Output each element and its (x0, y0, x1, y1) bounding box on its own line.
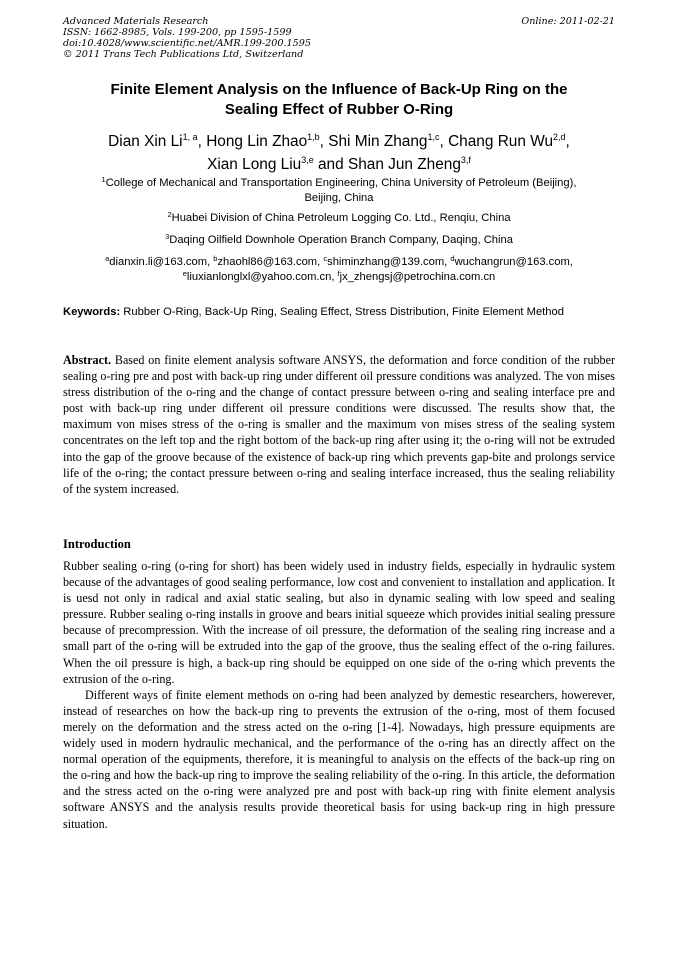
keywords-label: Keywords: (63, 306, 121, 318)
author-name: Shan Jun Zheng (347, 156, 461, 173)
affiliation-1 (63, 176, 615, 205)
email-address[interactable]: dianxin.li@163.com, (109, 256, 214, 268)
title-line-2: Sealing Effect of Rubber O-Ring (224, 101, 454, 118)
email-list (63, 255, 615, 284)
affiliation-2 (63, 211, 615, 226)
email-sup: d (450, 254, 455, 263)
author-sep: , (565, 133, 570, 150)
author-sep: , (439, 133, 449, 150)
affiliation-text: College of Mechanical and Transportation Engineering, China University of Petroleum (Beijing), (105, 177, 577, 189)
email-sup: a (105, 254, 110, 263)
email-sup: e (182, 268, 187, 278)
paper-title (63, 80, 615, 120)
email-address[interactable]: wuchangrun@163.com, (454, 256, 573, 268)
affiliation-3 (63, 233, 615, 248)
affiliation-sup: 1 (101, 175, 106, 184)
issn-line: ISSN: 1662-8985, Vols. 199-200, pp 1595-1599 (63, 27, 292, 38)
email-address[interactable]: liuxianlonglxl@yahoo.com.cn, (186, 270, 338, 283)
email-sup: f (337, 268, 340, 278)
affiliation-sup: 3 (165, 232, 170, 241)
email-address[interactable]: zhaohl86@163.com, (217, 256, 324, 268)
author-sep: and (313, 156, 348, 173)
title-line-1: Finite Element Analysis on the Influence of Back-Up Ring on the (110, 81, 568, 98)
author-name: Dian Xin Li (108, 133, 183, 150)
affiliation-sup: 2 (167, 210, 172, 219)
email-address[interactable]: shiminzhang@139.com, (327, 256, 451, 268)
email-sup: b (213, 254, 218, 263)
doi-line: doi:10.4028/www.scientific.net/AMR.199-200.1595 (63, 38, 311, 49)
email-sup: c (323, 254, 328, 263)
section-heading-introduction: Introduction (63, 537, 131, 551)
email-address[interactable]: jx_zhengsj@petrochina.com.cn (339, 270, 496, 283)
author-name: Shi Min Zhang (328, 133, 428, 150)
author-sup: 3,f (460, 155, 471, 165)
author-sep: , (197, 133, 207, 150)
affiliation-text: Huabei Division of China Petroleum Logging Co. Ltd., Renqiu, China (171, 212, 511, 224)
keywords (63, 305, 615, 320)
author-sup: 1,c (427, 132, 440, 142)
author-list (63, 130, 615, 176)
online-date: Online: 2011-02-21 (521, 16, 615, 27)
author-name: Hong Lin Zhao (206, 133, 308, 150)
journal-name: Advanced Materials Research (63, 16, 209, 27)
affiliation-text-line2: Beijing, China (304, 191, 374, 204)
abstract-text: Based on finite element analysis software ANSYS, the deformation and force condition of the rubber sealing o-ring pre and post with back-up ring under different oil pressure conditions was analyzed. The von mises stress distribution of the o-ring and the change of contact pressure between o-ring and sealing interface pre and post with back-up ring under different oil pressure conditions were discussed. The results show that, the maximum von mises stress of the o-ring is smaller and the maximum von mises stress of the sealing system concentrates on the left top and the right bottom of the back-up ring after using it; the o-ring will not be extruded into the gap of the groove because of the existence of back-up ring which prevents gap-bite and prolongs service life of the o-ring; the contact pressure between o-ring and sealing interface increased, thus the sealing reliability of the system increased. (63, 353, 615, 496)
author-name: Chang Run Wu (448, 133, 554, 150)
author-sup: 1,b (307, 132, 320, 142)
abstract-label: Abstract. (63, 353, 112, 367)
copyright-line: © 2011 Trans Tech Publications Ltd, Switzerland (63, 49, 304, 60)
introduction-paragraph-2: Different ways of finite element methods on o-ring had been analyzed by demestic researchers, howerever, instead of researches on how the back-up ring to prevents the extrusion of the o-ring, most of them focused merely on the deformation and the stress acted on the o-ring [1-4]. Nowadays, high pressure equipments are widely used in modern hydraulic mechanical, and the performance of the o-ring has an directly affect on the normal operation of the equipments, therefore, it is meaningful to analysis on the effects of the back-up ring on the o-ring and how the back-up ring to improve the sealing reliability of the o-ring. In this article, the deformation and the stress acted on the o-ring were analyzed pre and post with back-up ring with finite element analysis software ANSYS and the analysis results provide theoretical basis for using back-up ring in high pressure situation. (63, 687, 615, 831)
abstract (63, 352, 615, 497)
introduction-body (63, 558, 615, 832)
author-sep: , (319, 133, 329, 150)
author-sup: 2,d (553, 132, 566, 142)
author-name: Xian Long Liu (207, 156, 302, 173)
keywords-text: Rubber O-Ring, Back-Up Ring, Sealing Effect, Stress Distribution, Finite Element Method (120, 306, 564, 318)
author-sup: 1, a (182, 132, 198, 142)
journal-header (63, 16, 615, 60)
introduction-paragraph-1: Rubber sealing o-ring (o-ring for short) has been widely used in industry fields, especially in hydraulic system because of the advantages of good sealing performance, low cost and convenient to installation and application. It is uesd not only in radical and axial static sealing, but also in dynamic sealing with low speed and sealing pressure. Rubber sealing o-ring installs in groove and bears initial squeeze which provides initial sealing pressure because of precompression. With the increase of oil pressure, the deformation of the sealing ring increase and a small part of the o-ring will be extruded into the gap of the groove, thus the sealing effect of the o-ring failures. When the oil pressure is high, a back-up ring should be equipped on one side of the o-ring which prevents the extrusion of the o-ring. (63, 559, 615, 686)
author-sup: 3,e (301, 155, 314, 165)
affiliation-text: Daqing Oilfield Downhole Operation Branch Company, Daqing, China (169, 234, 513, 246)
